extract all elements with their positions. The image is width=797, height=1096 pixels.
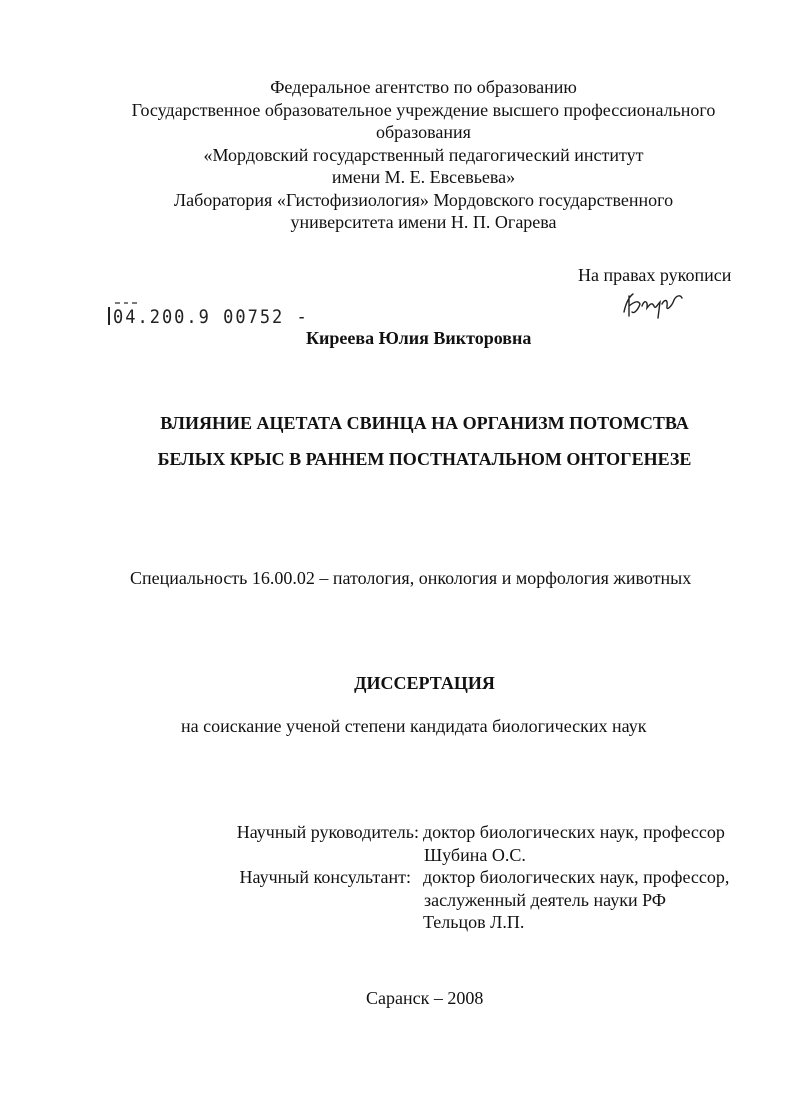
consultant-name-row <box>0 911 797 934</box>
manuscript-rights-label: На правах рукописи <box>578 265 732 285</box>
header-line: Государственное образовательное учреждение высшего профессионального <box>131 99 716 120</box>
header-line: «Мордовский государственный педагогический институт <box>203 144 644 165</box>
consultant-honor-row <box>0 889 797 912</box>
author-name: Киреева Юлия Викторовна <box>306 328 532 348</box>
consultant-honor: заслуженный деятель науки РФ <box>424 889 666 910</box>
stamp-number-text: 04.200.9 00752 <box>113 306 285 329</box>
city-year: Саранск – 2008 <box>366 988 484 1008</box>
archive-stamp-number: 04.200.9 00752 - <box>113 306 309 329</box>
header-line: университета имени Н. П. Огарева <box>290 212 557 232</box>
advisors-block <box>0 821 797 934</box>
supervisor-title: доктор биологических наук, профессор <box>423 822 725 842</box>
supervisor-name: Шубина О.С. <box>424 844 526 865</box>
consultant-name: Тельцов Л.П. <box>423 912 525 932</box>
header-line: имени М. Е. Евсевьева» <box>331 167 516 187</box>
title-line: ВЛИЯНИЕ АЦЕТАТА СВИНЦА НА ОРГАНИЗМ ПОТОМСТВА <box>160 413 689 433</box>
header-line: образования <box>376 122 471 142</box>
handwritten-signature <box>620 288 690 322</box>
consultant-row <box>0 866 797 889</box>
header-line: Лаборатория «Гистофизиология» Мордовского государственного <box>173 189 674 210</box>
title-line: БЕЛЫХ КРЫС В РАННЕМ ПОСТНАТАЛЬНОМ ОНТОГЕНЕЗЕ <box>157 449 692 469</box>
institution-header <box>0 76 797 234</box>
header-line: Федеральное агентство по образованию <box>270 77 577 97</box>
degree-statement: на соискание ученой степени кандидата биологических наук <box>181 716 647 736</box>
supervisor-row <box>0 821 797 844</box>
supervisor-name-row <box>0 844 797 867</box>
dissertation-title <box>0 405 797 477</box>
document-kind: ДИССЕРТАЦИЯ <box>354 673 495 693</box>
consultant-role: Научный консультант: <box>239 867 411 887</box>
supervisor-role: Научный руководитель: <box>236 822 419 842</box>
stamp-bar <box>108 307 110 325</box>
specialty: Специальность 16.00.02 – патология, онкология и морфология животных <box>130 568 692 588</box>
consultant-title: доктор биологических наук, профессор, <box>423 867 730 887</box>
